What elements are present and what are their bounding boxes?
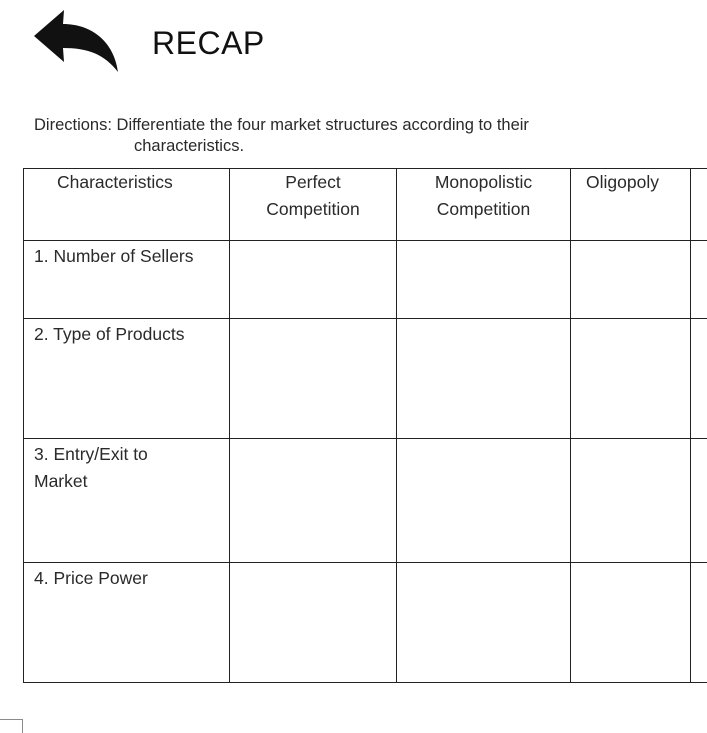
column-header-monopolistic-competition: Monopolistic Competition <box>397 169 571 241</box>
answer-cell[interactable] <box>691 241 707 319</box>
directions-line-1: Directions: Differentiate the four market structures according to their <box>34 116 529 134</box>
answer-cell[interactable] <box>691 319 707 439</box>
answer-cell[interactable] <box>571 241 691 319</box>
table-row <box>24 319 707 439</box>
back-arrow-icon[interactable] <box>30 6 122 74</box>
row-label-type-of-products: 2. Type of Products <box>24 319 230 439</box>
answer-cell[interactable] <box>230 319 397 439</box>
row-label-number-of-sellers: 1. Number of Sellers <box>24 241 230 319</box>
directions-line-2: characteristics. <box>134 137 245 155</box>
column-header-oligopoly: Oligopoly <box>571 169 691 241</box>
answer-cell[interactable] <box>397 563 571 683</box>
column-header-monopoly-cut-off <box>691 169 707 241</box>
answer-cell[interactable] <box>571 319 691 439</box>
table-row <box>24 563 707 683</box>
answer-cell[interactable] <box>397 241 571 319</box>
column-header-perfect-competition: Perfect Competition <box>230 169 397 241</box>
page-title: RECAP <box>152 25 265 61</box>
answer-cell[interactable] <box>397 319 571 439</box>
table-row <box>24 241 707 319</box>
table-row <box>24 439 707 563</box>
answer-cell[interactable] <box>230 439 397 563</box>
row-label-entry-exit: 3. Entry/Exit to Market <box>24 439 230 563</box>
answer-cell[interactable] <box>230 563 397 683</box>
answer-cell[interactable] <box>691 563 707 683</box>
table-header-row <box>24 169 707 241</box>
column-header-characteristics: Characteristics <box>24 169 230 241</box>
answer-cell[interactable] <box>397 439 571 563</box>
answer-cell[interactable] <box>691 439 707 563</box>
answer-cell[interactable] <box>230 241 397 319</box>
directions-text <box>34 115 634 157</box>
answer-cell[interactable] <box>571 439 691 563</box>
market-structures-table <box>23 168 707 683</box>
row-label-price-power: 4. Price Power <box>24 563 230 683</box>
answer-cell[interactable] <box>571 563 691 683</box>
corner-mark <box>0 719 23 733</box>
